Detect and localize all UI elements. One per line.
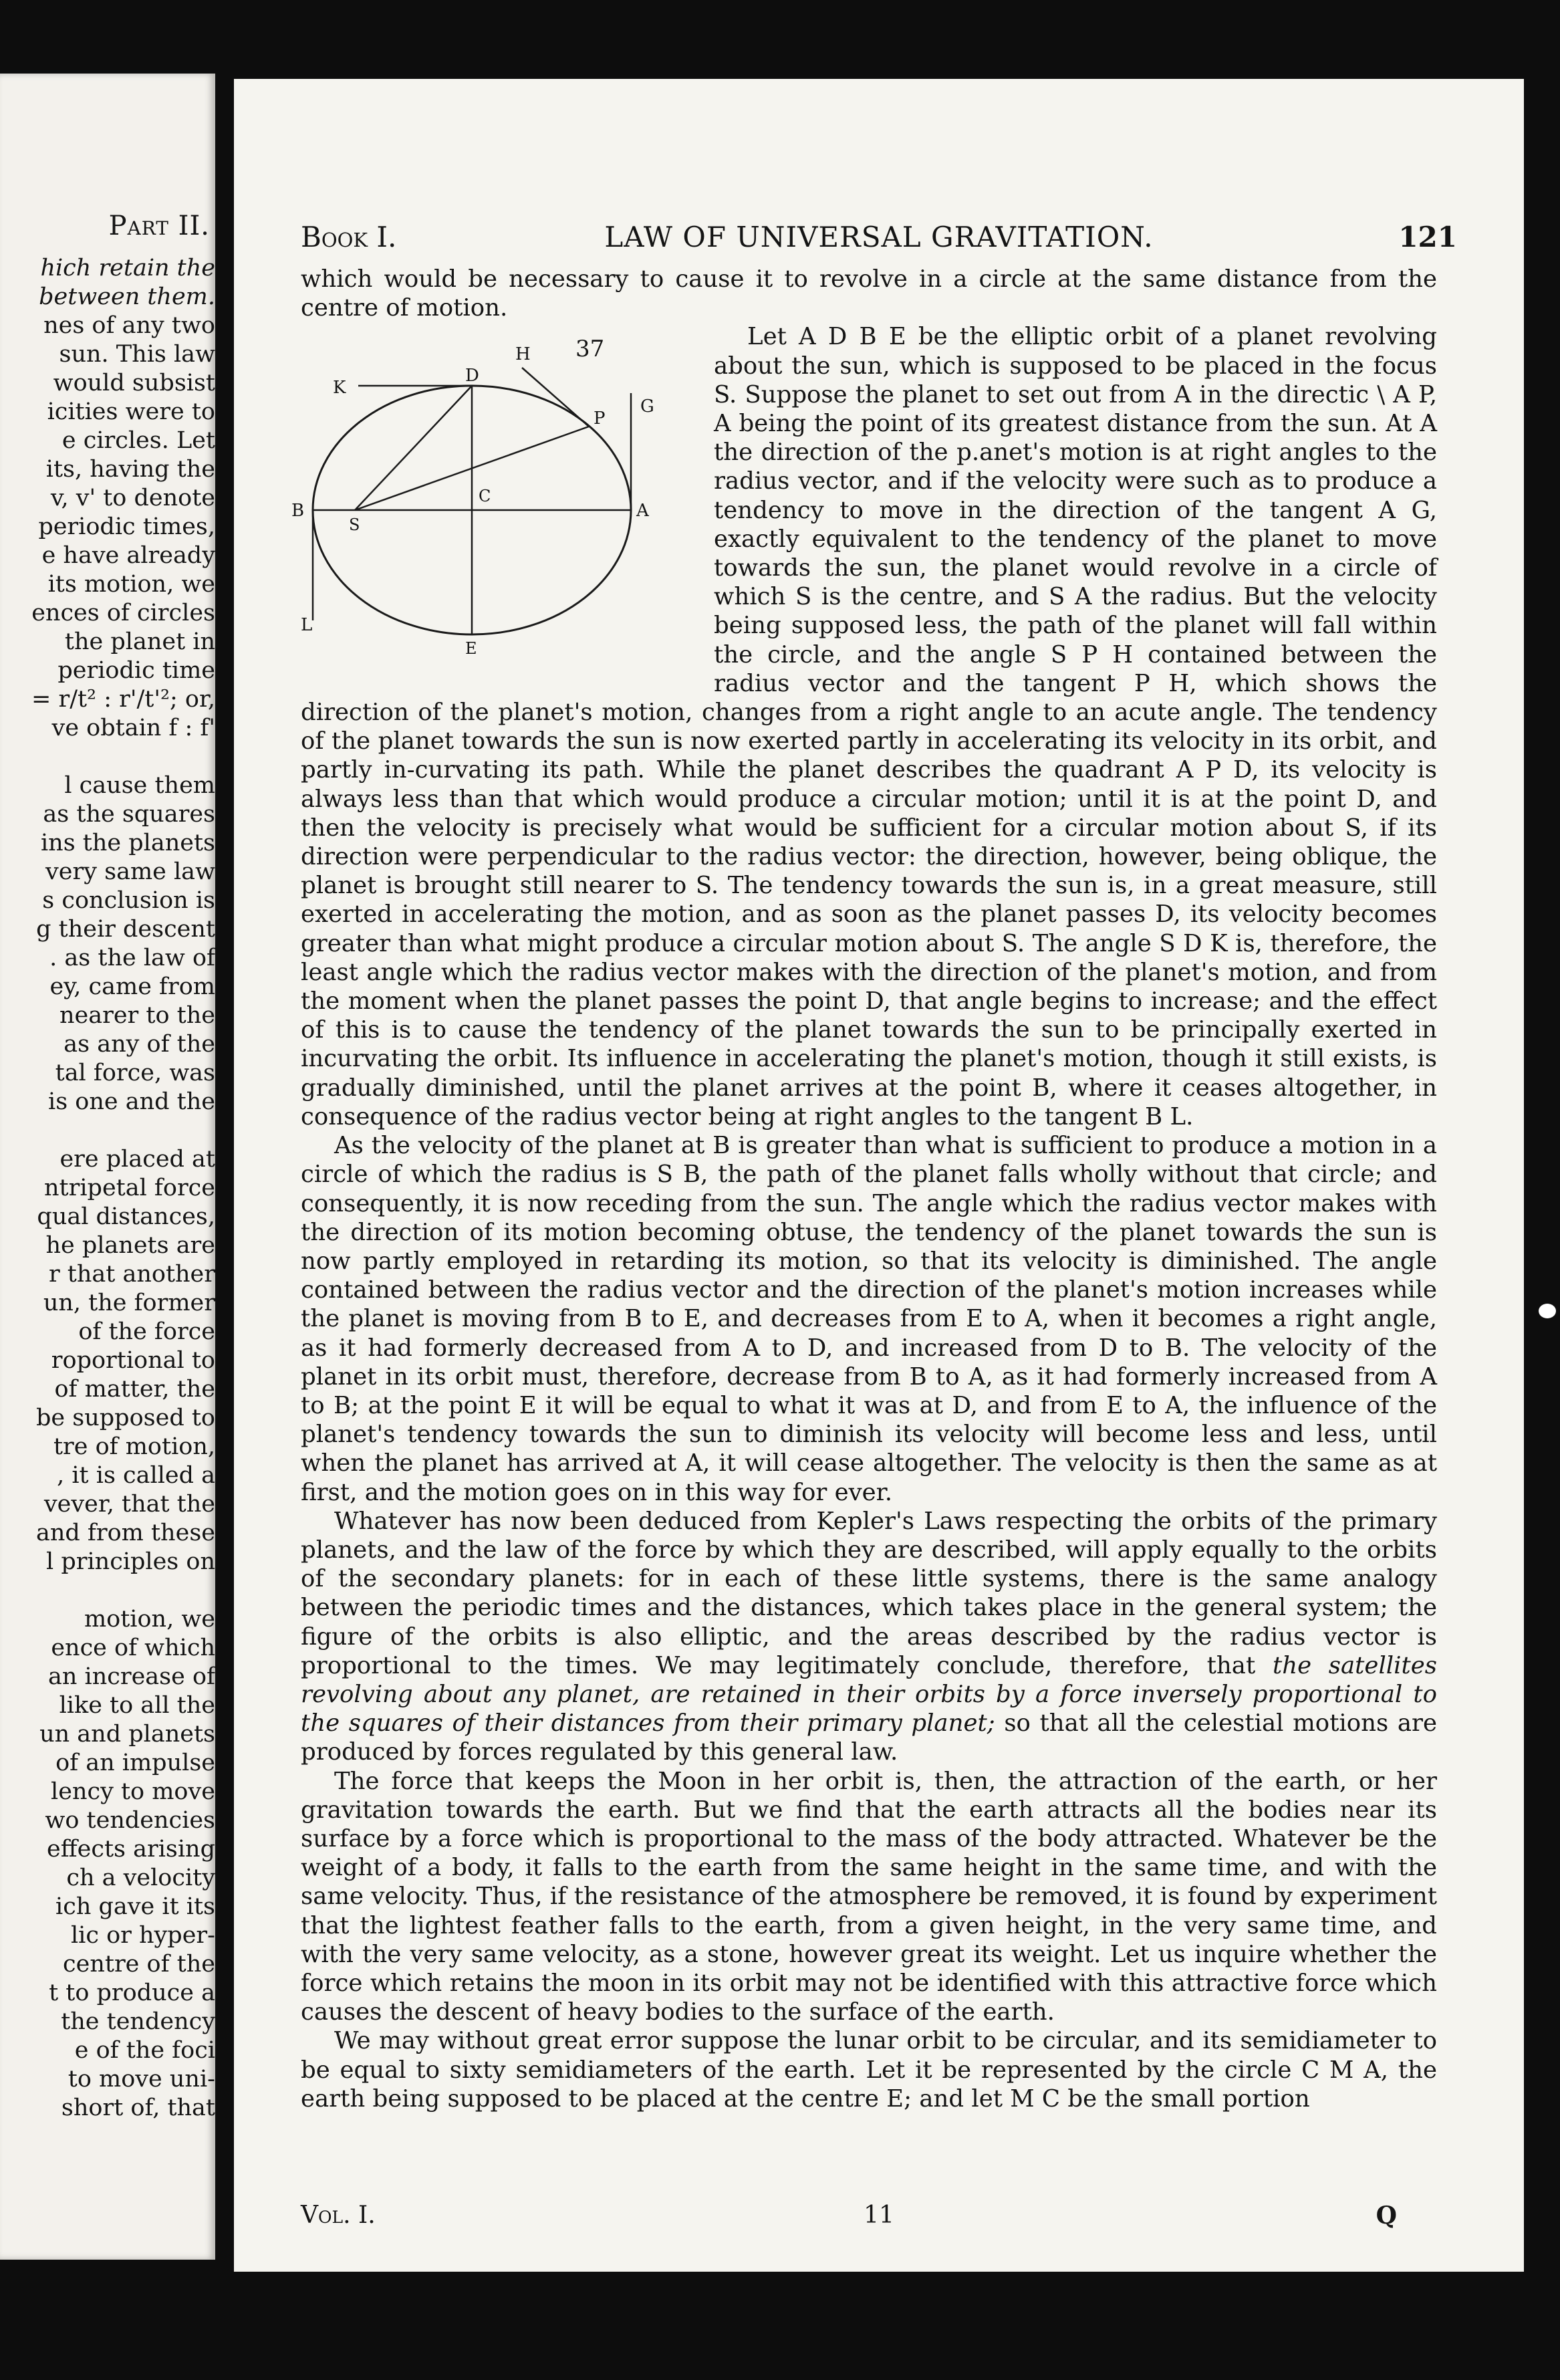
paragraph-6: We may without great error suppose the lunar orbit to be circular, and its semidiameter to be equal to sixty semidiameters of the earth. Let it be represented by the circle C M A, the earth being supposed to be placed at the centre E; and let M C be the small portion (301, 2027, 1437, 2113)
page-footer (301, 2202, 1457, 2235)
left-page-line: of an impulse (55, 1750, 215, 1776)
left-page-line: the tendency (61, 2008, 215, 2035)
label-H: H (515, 344, 531, 365)
left-page-line: e have already (41, 542, 215, 569)
page-title: LAW OF UNIVERSAL GRAVITATION. (604, 221, 1154, 253)
book-label: Book I. (301, 221, 397, 253)
left-page-line: sun. This law (59, 341, 215, 368)
left-page-line: roportional to (51, 1347, 215, 1374)
left-page-line: , it is called a (57, 1462, 215, 1489)
gathering-mark: Q (1376, 2202, 1397, 2230)
left-page-line: = r/t² : r'/t'²; or, (31, 686, 215, 713)
left-page-line (0, 1576, 215, 1605)
left-page-line: ences of circles (31, 600, 215, 626)
label-P: P (594, 408, 606, 429)
paragraph-4-tail: so that all the celestial motions are produced by forces regulated by this general law. (301, 1709, 1437, 1766)
left-page-line: its motion, we (47, 571, 215, 598)
signature-mark: 11 (864, 2202, 894, 2229)
left-page-line: effects arising (47, 1836, 215, 1863)
left-page-line: ere placed at (59, 1146, 215, 1173)
left-page-line: of the force (78, 1318, 215, 1345)
paragraph-3: As the velocity of the planet at B is greater than what is sufficient to produce a motion in a circle of which the radius is S B, the path of the planet falls wholly without that circle; and consequently, it is now receding from the sun. The angle which the radius vector makes with the direction of its motion becoming obtuse, the tendency of the planet towards the sun is now partly employed in retarding its motion, so that its velocity is diminished. The angle contained between the radius vector and the direction of the planet's motion increases while the planet is moving from B to E, and decreases from E to A, when it becomes a right angle, as it had formerly decreased from A to D, and increased from D to B. The velocity of the planet in its orbit must, therefore, decrease from B to A, as it had formerly increased from A to B; at the point E it will be equal to what it was at D, and from E to A, the influence of the planet's tendency towards the sun to diminish its velocity will become less and less, until when the planet has arrived at A, it will cease altogether. The velocity is then the same as at first, and the motion goes on in this way for ever. (301, 1132, 1437, 1506)
label-S: S (349, 515, 360, 535)
left-page-line: as any of the (63, 1031, 215, 1058)
left-page-line: s conclusion is (42, 887, 215, 914)
left-page-line: periodic times, (38, 513, 215, 540)
radius-sd (355, 386, 472, 510)
left-page-line: the planet in (64, 628, 215, 655)
left-page-line: of matter, the (54, 1376, 215, 1403)
left-page-line: nes of any two (43, 312, 215, 339)
label-G: G (640, 396, 654, 417)
label-E: E (465, 639, 477, 659)
left-page-line: ins the planets (40, 830, 215, 856)
left-page-line: between them. (39, 283, 215, 310)
left-page-line: he planets are (45, 1232, 215, 1259)
paragraph-4-lead: Whatever has now been deduced from Kepler's Laws respecting the orbits of the primary planets, and the law of the force by which they are described, will apply equally to the orbits of the secondary planets: for in each of these little systems, there is the same analogy between the periodic times and the distances, which takes place in the general system; the figure of the orbits is also elliptic, and the areas described by the radius vector is proportional to the times. We may legitimately conclude, therefore, that (301, 1507, 1437, 1679)
paragraph-1: which would be necessary to cause it to revolve in a circle at the same distance from the centre of motion. (301, 265, 1437, 322)
left-page-line: short of, that (61, 2095, 215, 2121)
volume-label: Vol. I. (301, 2202, 376, 2229)
left-page-text (0, 254, 215, 2123)
left-page-line: l principles on (46, 1548, 215, 1575)
orbit-figure (291, 326, 699, 694)
scan-speck (1539, 1304, 1556, 1318)
left-page-line: tal force, was (55, 1060, 215, 1086)
left-page-line: ey, came from (49, 973, 215, 1000)
running-header (301, 221, 1457, 261)
elliptic-orbit-diagram (291, 326, 699, 694)
left-page-line: t to produce a (49, 1980, 215, 2006)
label-C: C (479, 487, 491, 506)
left-page-line: be supposed to (36, 1405, 215, 1431)
label-B: B (291, 501, 305, 521)
left-page-line: wo tendencies (45, 1807, 215, 1834)
left-page-line: centre of the (63, 1951, 215, 1978)
label-A: A (636, 501, 649, 521)
paragraph-4 (301, 1507, 1437, 1767)
fig-number: 37 (575, 336, 605, 363)
left-page-line: qual distances, (37, 1203, 215, 1230)
left-page-line: l cause them (64, 772, 215, 799)
paragraph-2 (291, 322, 1437, 1131)
paragraph-2-text: Let A D B E be the elliptic orbit of a planet revolving about the sun, which is supposed to be placed in the focus S. Suppose the planet to set out from A in the directic \ A P, A being the point of its greatest distance from the sun. At A the direction of the p.anet's motion is at right angles to the radius vector, and if the velocity were such as to produce a tendency to move in the direction of the tangent A G, exactly equivalent to the tendency of the planet to move towards the sun, the planet would revolve in a circle of which S is the centre, and S A the radius. But the velocity being supposed less, the path of the planet will fall within the circle, and the angle S P H contained between the radius vector and the tangent P H, which shows the direction of the planet's motion, changes from a right angle to an acute angle. The tendency of the planet towards the sun is now exerted partly in accelerating its velocity in its orbit, and partly in-curvating its path. While the planet describes the quadrant A P D, its velocity is always less than that which would produce a circular motion; until it is at the point D, and then the velocity is precisely what would be sufficient for a circular motion about S, if its direction were perpendicular to the radius vector: the direction, however, being oblique, the planet is brought still nearer to S. The tendency towards the sun is, in a great measure, still exerted in accelerating the motion, and as soon as the planet passes D, its velocity becomes greater than what might produce a circular motion about S. The angle S D K is, therefore, the least angle which the radius vector makes with the direction of the planet's motion, and from the moment when the planet passes the point D, that angle begins to increase; and the effect of this is to cause the tendency of the planet towards the sun to be principally exerted in incurvating the orbit. Its influence in accelerating the planet's motion, though it still exists, is gradually diminished, until the planet arrives at the point B, where it ceases altogether, in consequence of the radius vector being at right angles to the tangent B L. (301, 323, 1437, 1130)
left-page-line: very same law (45, 858, 215, 885)
left-page-line: lic or hyper- (70, 1922, 215, 1949)
left-page-line: icities were to (47, 398, 215, 425)
tangent-ph (522, 368, 589, 427)
left-page-line: nearer to the (59, 1002, 215, 1029)
left-page-line: periodic time (57, 657, 215, 684)
left-page-line (0, 743, 215, 771)
label-L: L (301, 615, 313, 636)
label-K: K (333, 378, 346, 398)
left-page-line: ch a velocity (66, 1865, 215, 1891)
left-page-line (0, 1116, 215, 1145)
paragraph-5: The force that keeps the Moon in her orbit is, then, the attraction of the earth, or her gravitation towards the earth. But we find that the earth attracts all the bodies near its surface by a force which is proportional to the mass of the body attracted. Whatever be the weight of a body, it falls to the earth from the same height in the same time, and with the same velocity. Thus, if the resistance of the atmosphere be removed, it is found by experiment that the lightest feather falls to the earth, from a given height, in the very same time, and with the very same velocity, as a stone, however great its weight. Let us inquire whether the force which retains the moon in its orbit may not be identified with this attractive force which causes the descent of heavy bodies to the surface of the earth. (301, 1767, 1437, 2026)
page-body (291, 265, 1437, 2113)
left-page-line: g their descent (36, 916, 215, 943)
left-page-line: would subsist (53, 370, 215, 396)
left-page-line: its, having the (45, 456, 215, 483)
page-number: 121 (1398, 221, 1457, 253)
label-D: D (465, 366, 479, 386)
left-page-line: un, the former (43, 1290, 215, 1316)
left-page-line: ntripetal force (44, 1175, 215, 1201)
left-page-line: to move uni- (68, 2066, 215, 2093)
book-page (234, 79, 1524, 2272)
left-page-line: lency to move (51, 1778, 215, 1805)
left-page-line: ve obtain f : f' (51, 715, 215, 741)
left-page-fragment (0, 74, 215, 2260)
left-page-line: v, v' to denote (50, 485, 215, 511)
left-page-line: un and planets (39, 1721, 215, 1748)
left-page-line: an increase of (47, 1663, 215, 1690)
left-page-line: e circles. Let (61, 427, 215, 454)
left-page-line: e of the foci (74, 2037, 215, 2064)
left-page-line: ich gave it its (55, 1893, 215, 1920)
left-page-line: hich retain the (40, 255, 215, 281)
left-page-line: and from these (35, 1520, 215, 1546)
left-page-line: motion, we (84, 1606, 215, 1633)
left-page-line: ence of which (51, 1635, 215, 1661)
left-page-line: tre of motion, (53, 1433, 215, 1460)
left-page-line: r that another (48, 1261, 215, 1288)
paragraph-4-italic: the satellites revolving about any planet, are retained in their orbits by a force inversely proportional to the squares of their distances from their primary planet; (301, 1651, 1437, 1738)
left-page-line: like to all the (59, 1692, 215, 1719)
left-page-line: . as the law of (49, 945, 215, 971)
left-page-line: is one and the (48, 1088, 215, 1115)
left-page-line: vever, that the (43, 1491, 215, 1518)
left-page-line: as the squares (43, 801, 215, 828)
left-page-header: Part II. (108, 211, 210, 241)
